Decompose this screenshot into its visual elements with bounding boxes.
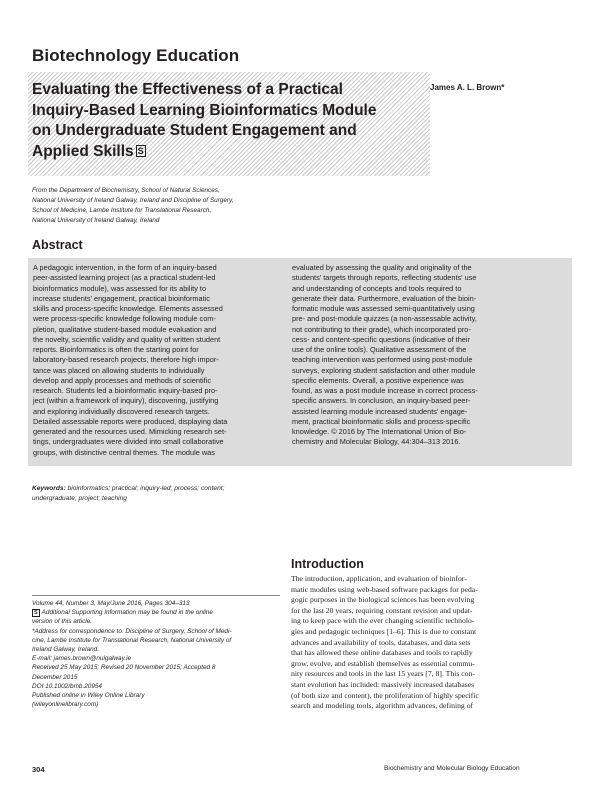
abstract-line: groups, with distinctive central themes. The module was [33,447,215,457]
article-info-line: Published online in Wiley Online Library [32,692,145,700]
page-number: 304 [32,765,45,774]
keywords-line: undergraduate; project; teaching [32,494,127,502]
title-line-text: Applied Skills [32,142,134,160]
affiliation-line: School of Medicine, Lambe Institute for Translational Research, [32,207,212,214]
abstract-line: found, as was a post module increase in correct process- [292,386,478,395]
affiliation-line: National University of Ireland Galway, Ireland [32,217,160,224]
introduction-line: advances and availability of tools, databases, and data sets [291,637,471,647]
abstract-line: research. Students led a bioinformatic inquiry-based pro- [33,386,218,395]
author-name: James A. L. Brown* [430,83,505,92]
abstract-line: skills and process-specific knowledge. Elements assessed [33,304,223,313]
affiliation-line: National University of Ireland Galway, Ireland and Discipline of Surgery, [32,197,234,204]
title-line: on Undergraduate Student Engagement and [32,122,357,139]
abstract-line: cess- and content-specific questions (indicative of their [292,334,470,344]
supporting-info-icon[interactable]: S [34,610,38,617]
abstract-line: specific answers. In conclusion, an inquiry-based peer- [292,396,471,406]
introduction-line: that has allowed these online databases and tools to rapidly [291,648,473,658]
abstract-line: tings, undergraduates were divided into small collaborative [33,437,224,447]
introduction-heading: Introduction [291,557,364,571]
article-info-line: cine, Lambe Institute for Translational Research, National University of [32,636,232,644]
introduction-line: (of both size and content), the proliferation of highly specific [291,690,479,700]
abstract-line: pletion, qualitative student-based module evaluation and [33,324,217,334]
abstract-line: reports. Bioinformatics is often the starting point for [33,345,199,354]
article-info-line: Volume 44, Number 3, May/June 2016, Pages 304–313 [32,600,190,607]
abstract-line: increase students' engagement, practical bioinformatic [33,293,210,303]
article-info-line: DOI 10.1002/bmb.20954 [32,682,102,690]
keywords-text: bioinformatics; practical; inquiry-led; process; content; [67,485,225,492]
keywords-line [32,484,302,494]
introduction-line: ing to keep pace with the ever changing scientific technolo- [291,616,475,626]
article-info-line: Ireland Galway, Ireland. [32,646,100,654]
abstract-line: use of the online tools). Qualitative assessment of the [292,345,467,354]
abstract-line: evaluated by assessing the quality and originality of the [292,263,472,272]
abstract-heading: Abstract [32,238,83,252]
article-info-block [32,599,292,709]
article-info-line: version of this article. [32,618,93,626]
introduction-line: for the last 20 years, requiring constant revision and updat- [291,605,473,615]
abstract-right-column [292,263,568,448]
abstract-line: specific elements. Overall, a positive experience was [292,375,464,385]
abstract-line: generated and the resources used. Mimicking research set- [33,427,227,436]
introduction-line: matic modules using web-based software packages for peda- [291,584,478,594]
introduction-line: gogic purposes in the biological sciences has been evolving [291,595,475,605]
abstract-line: ject (within a framework of inquiry), discovering, justifying [33,396,219,406]
introduction-line: The introduction, application, and evaluation of bioinfor- [291,574,467,583]
abstract-line: and understanding of concepts and tools required to [292,283,462,293]
abstract-line: bioinformatics module), was assessed for its ability to [33,283,207,293]
title-line [32,142,432,163]
author-affiliation [32,186,322,226]
abstract-line: formatic module was assessed semi-quantitatively using [292,304,475,313]
abstract-line: the novelty, scientific validity and quality of written student [33,334,221,344]
affiliation-line: From the Department of Biochemistry, School of Natural Sciences, [32,187,220,194]
introduction-line: grow, evolve, and establish themselves as essential commu- [291,658,475,668]
article-info-line: E-mail: james.brown@nuigalway.ie [32,655,132,663]
abstract-line: laboratory-based research projects, therefore high impor- [33,355,219,365]
abstract-line: pre- and post-module quizzes (a non-assessable activity, [292,314,477,324]
journal-section-heading: Biotechnology Education [32,46,240,65]
supporting-info-icon[interactable]: S [137,145,144,156]
introduction-body [291,574,573,712]
article-info-line: (wileyonlinelibrary.com) [32,701,99,709]
keywords-block [32,484,302,503]
article-info-line: *Address for correspondence to: Discipline of Surgery, School of Medi- [32,627,232,635]
abstract-line: chemistry and Molecular Biology, 44:304–313 2016. [292,437,461,447]
abstract-line: A pedagogic intervention, in the form of an inquiry-based [33,263,217,272]
abstract-line: knowledge. © 2016 by The International Union of Bio- [292,427,467,436]
article-info-line: December 2015 [32,673,78,681]
abstract-line: assisted learning module increased students' engage- [292,406,468,416]
article-title [32,80,432,162]
introduction-line: stant evolution has included: massively increased databases [291,679,475,689]
abstract-line: develop and apply processes and methods of scientific [33,375,211,385]
abstract-line: Detailed assessable reports were produced, displaying data [33,416,228,426]
abstract-line: were process-specific knowledge following module com- [33,314,216,324]
abstract-line: teaching intervention was performed using post-module [292,355,473,365]
abstract-line: peer-assisted learning project (as a practical student-led [33,273,216,283]
abstract-line: tance was placed on allowing students to individually [33,365,205,375]
abstract-line: surveys, exploring student satisfaction and other module [292,365,476,375]
introduction-line: search and modeling tools, algorithm advances, defining of [291,701,474,711]
abstract-line: generate their data. Furthermore, evaluation of the bioin- [292,293,477,303]
abstract-line: not contributing to their grade), which incorporated pro- [292,324,471,334]
title-line: Evaluating the Effectiveness of a Practical [32,81,343,98]
abstract-line: students' targets through reports, reflecting students' use [292,273,477,283]
abstract-line: ment, practical bioinformatic skills and process-specific [292,416,471,426]
introduction-line: nity resources and tools in the last 15 years [7, 8]. This con- [291,669,475,679]
keywords-label: Keywords: [32,485,66,492]
abstract-line: and exploring individually discovered research targets. [33,406,210,416]
introduction-line: gies and pedagogic techniques [1–6]. This is due to constant [291,626,477,636]
abstract-left-column [33,263,279,458]
footer-journal-name: Biochemistry and Molecular Biology Education [384,765,520,772]
article-info-divider [32,595,280,596]
article-info-line: Received 25 May 2015; Revised 20 November 2015; Accepted 8 [32,664,216,672]
article-info-line: S Additional Supporting Information may be found in the online [34,609,213,617]
title-line: Inquiry-Based Learning Bioinformatics Module [32,101,377,119]
